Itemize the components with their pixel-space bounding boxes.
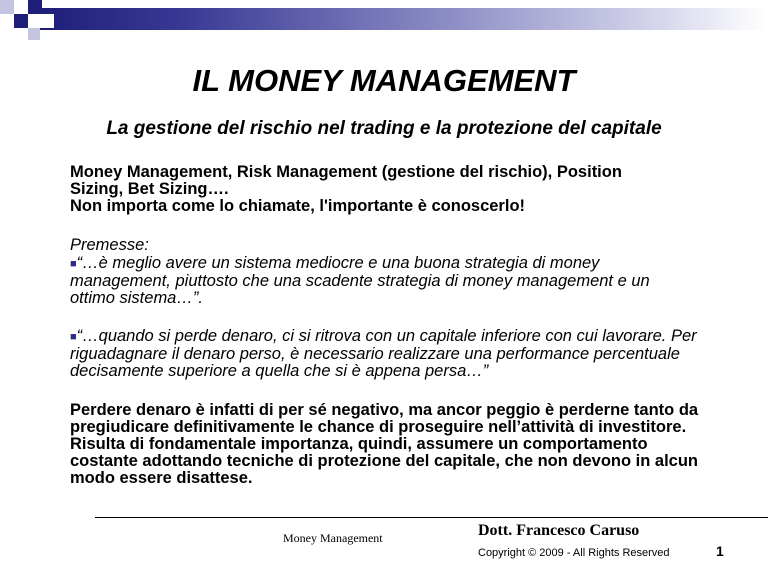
decor-square [28, 28, 40, 40]
quote-2 [70, 328, 700, 380]
decor-square [14, 14, 28, 28]
conclusion-paragraph: Perdere denaro è infatti di per sé negativo, ma ancor peggio è perderne tanto da pregiudicare definitivamente le chance di proseguire nell’attività di investitore. Risulta di fondamentale importanza, quindi, assumere un comportamento costante adottando tecniche di protezione del capitale, che non devono in alcun modo essere disattese. [70, 401, 699, 487]
footer-author: Dott. Francesco Caruso [478, 522, 640, 539]
intro-line-2: Non importa come lo chiamate, l'importante è conoscerlo! [70, 197, 526, 215]
intro-paragraph [70, 164, 670, 215]
quote-1-text: “…è meglio avere un sistema mediocre e una buona strategia di money management, piuttosto che una scadente strategia di money management e un ottimo sistema…”. [70, 254, 650, 307]
square-bullet-icon: ■ [70, 258, 77, 270]
quote-2-text: “…quando si perde denaro, ci si ritrova con un capitale inferiore con cui lavorare. Per riguadagnare il denaro perso, è necessario realizzare una performance percentuale decisamente superiore a quella che si è appena persa…” [70, 327, 697, 380]
footer-divider [95, 517, 768, 518]
slide-subtitle: La gestione del rischio nel trading e la protezione del capitale [106, 118, 662, 139]
decor-square [28, 0, 42, 14]
page-number: 1 [716, 543, 724, 559]
premesse-label: Premesse: [70, 236, 149, 254]
quote-1 [70, 255, 670, 307]
footer-label: Money Management [283, 531, 383, 545]
header-gradient-bar [40, 8, 768, 30]
square-bullet-icon: ■ [70, 331, 77, 343]
intro-line-1: Money Management, Risk Management (gestione del rischio), Position Sizing, Bet Sizing…. [70, 163, 622, 198]
slide-title: IL MONEY MANAGEMENT [192, 63, 576, 98]
decor-square [40, 14, 54, 28]
decor-square [0, 0, 14, 14]
footer-copyright: Copyright © 2009 - All Rights Reserved [478, 547, 670, 559]
